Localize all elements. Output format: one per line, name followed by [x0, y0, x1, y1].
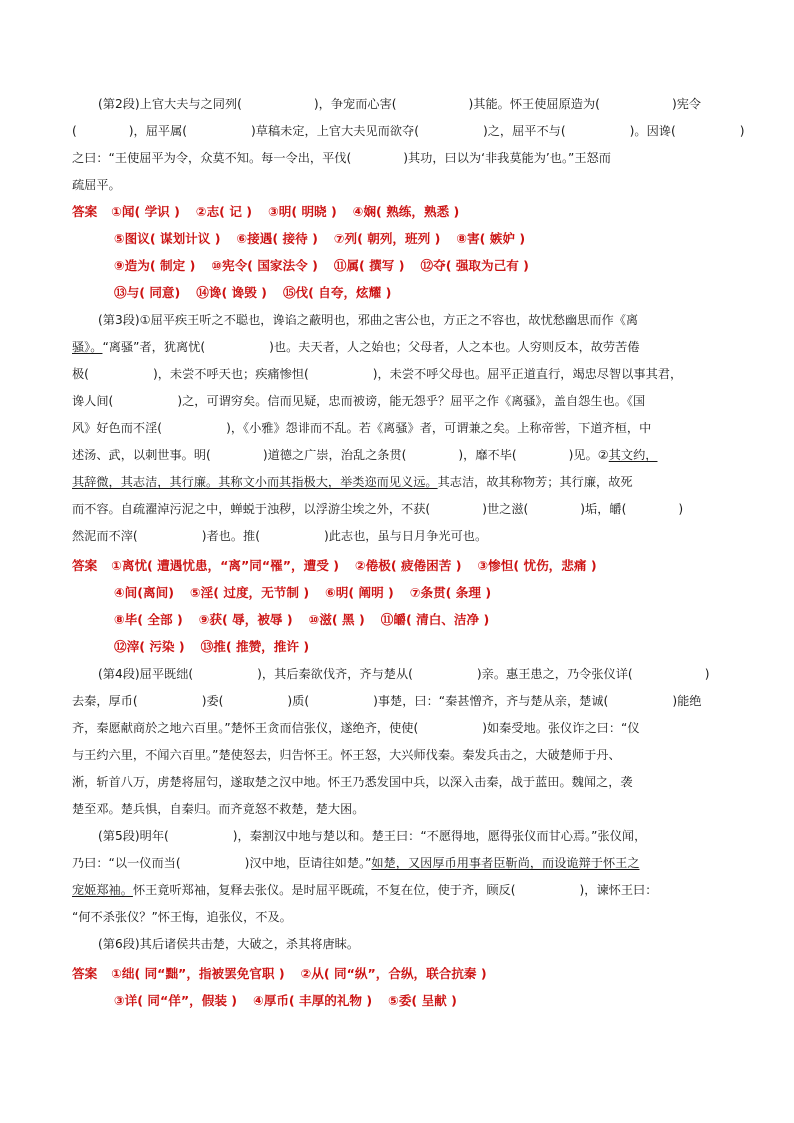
answer-block-2-row-2: ④间(离间) ⑤淫( 过度，无节制 ) ⑥明( 阐明 ) ⑦条贯( 条理 ) — [114, 585, 492, 600]
p3-line-1: (第3段)①屈平疾王听之不聪也，谗谄之蔽明也，邪曲之害公也，方正之不容也，故忧愁幽思而作《离 — [98, 313, 639, 327]
p3-line-2: 骚》。“离骚”者，犹离忧( )也。夫天者，人之始也；父母者，人之本也。人穷则反本，故劳苦倦 — [72, 340, 640, 354]
answer-block-3-row-1: 答案 ①绌( 同“黜”，指被罢免官职 ) ②从( 同“纵”，合纵，联合抗秦 ) — [72, 966, 487, 981]
answer-block-2-row-1: 答案 ①离忧( 遭遇忧患，“离”同“罹”，遭受 ) ②倦极( 疲倦困苦 ) ③惨怛( 忧伤，悲痛 ) — [72, 558, 597, 573]
answer-block-1-row-3: ⑨造为( 制定 ) ⑩宪令( 国家法令 ) ⑪属( 撰写 ) ⑫夺( 强取为己有 ) — [114, 258, 529, 273]
p4-line-5: 淅，斩首八万，虏楚将屈匄，遂取楚之汉中地。怀王乃悉发国中兵，以深入击秦，战于蓝田。魏闻之，袭 — [72, 775, 633, 789]
p3-line-3: 极( )，未尝不呼天也；疾痛惨怛( )，未尝不呼父母也。屈平正道直行，竭忠尽智以事其君， — [72, 367, 683, 381]
p5-line-3: 宠姬郑袖。怀王竟听郑袖，复释去张仪。是时屈平既疏，不复在位，使于齐，顾反( )，谏怀王曰： — [72, 883, 658, 897]
p4-line-6: 楚至邓。楚兵惧，自秦归。而齐竟怒不救楚，楚大困。 — [72, 802, 365, 816]
p2-line-1: (第2段)上官大夫与之同列( )，争宠而心害( )其能。怀王使屈原造为( )宪令 — [98, 97, 702, 111]
p4-line-1: (第4段)屈平既绌( )，其后秦欲伐齐，齐与楚从( )亲。惠王患之，乃令张仪详( ) — [98, 667, 710, 681]
p5-line-2: 乃曰：“以一仪而当( )汉中地，臣请往如楚。”如楚，又因厚币用事者臣靳尚，而设诡辩于怀王之 — [72, 856, 640, 870]
p3-line-9: 然泥而不滓( )者也。推( )此志也，虽与日月争光可也。 — [72, 529, 488, 543]
answer-block-2-row-3: ⑧毕( 全部 ) ⑨获( 辱，被辱 ) ⑩滋( 黑 ) ⑪皭( 清白、洁净 ) — [114, 612, 490, 627]
p5-line-4: “何不杀张仪？”怀王悔，追张仪，不及。 — [72, 910, 292, 924]
p3-line-7: 其辞微，其志洁，其行廉。其称文小而其指极大，举类迩而见义远。其志洁，故其称物芳；其行廉，故死 — [72, 475, 633, 489]
p3-line-4: 谗人间( )之，可谓穷矣。信而见疑，忠而被谤，能无怨乎？屈平之作《离骚》，盖自怨生也。《国 — [72, 394, 646, 408]
p6-line-1: (第6段)其后诸侯共击楚，大破之，杀其将唐眜。 — [98, 937, 360, 951]
answer-block-1-row-4: ⑬与( 同意) ⑭谗( 谗毁 ) ⑮伐( 自夸，炫耀 ) — [114, 285, 392, 300]
p3-line-8: 而不容。自疏濯淖污泥之中，蝉蜕于浊秽，以浮游尘埃之外，不获( )世之滋( )垢，皭( ) — [72, 502, 684, 516]
answer-block-2-row-4: ⑫滓( 污染 ) ⑬推( 推赞，推许 ) — [114, 639, 310, 654]
p3-line-6: 述汤、武，以刺世事。明( )道德之广崇，治乱之条贯( )，靡不毕( )见。②其文约， — [72, 448, 658, 462]
answer-block-3-row-2: ③详( 同“佯”，假装 ) ④厚币( 丰厚的礼物 ) ⑤委( 呈献 ) — [114, 993, 457, 1008]
p2-line-4: 疏屈平。 — [72, 178, 121, 192]
p2-line-3: 之曰：“王使屈平为令，众莫不知。每一令出，平伐( )其功，曰以为‘非我莫能为’也。”王怒而 — [72, 151, 611, 165]
p4-line-2: 去秦，厚币( )委( )质( )事楚，曰：“秦甚憎齐，齐与楚从亲，楚诚( )能绝 — [72, 694, 702, 708]
p2-line-2: ( )，屈平属( )草稿未定，上官大夫见而欲夺( )之，屈平不与( )。因谗( ) — [72, 124, 745, 138]
p3-line-5: 风》好色而不淫( )，《小雅》怨诽而不乱。若《离骚》者，可谓兼之矣。上称帝喾，下道齐桓，中 — [72, 421, 652, 435]
answer-block-1-row-1: 答案 ①闻( 学识 ) ②志( 记 ) ③明( 明晓 ) ④娴( 熟练，熟悉 ) — [72, 204, 460, 219]
answer-block-1-row-2: ⑤图议( 谋划计议 ) ⑥接遇( 接待 ) ⑦列( 朝列，班列 ) ⑧害( 嫉妒 ) — [114, 231, 526, 246]
p4-line-4: 与王约六里，不闻六百里。”楚使怒去，归告怀王。怀王怒，大兴师伐秦。秦发兵击之，大破楚师于丹、 — [72, 748, 621, 762]
p5-line-1: (第5段)明年( )，秦割汉中地与楚以和。楚王曰：“不愿得地，愿得张仪而甘心焉。”张仪闻， — [98, 829, 647, 843]
p4-line-3: 齐，秦愿献商於之地六百里。”楚怀王贪而信张仪，遂绝齐，使使( )如秦受地。张仪诈之曰：“仪 — [72, 721, 640, 735]
